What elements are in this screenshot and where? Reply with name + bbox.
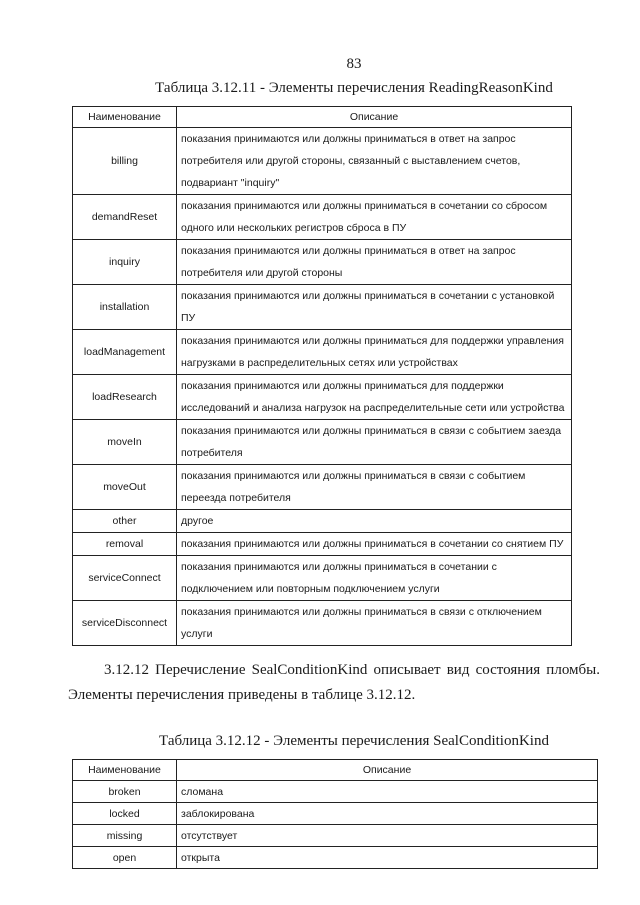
- row-name: demandReset: [73, 195, 177, 240]
- seal-condition-kind-table: [72, 759, 598, 869]
- row-description: показания принимаются или должны приниматься в сочетании со снятием ПУ: [177, 533, 572, 556]
- row-description: показания принимаются или должны приниматься в ответ на запрос потребителя или другой стороны, связанный с выставлением счетов, подвариант "inquiry": [177, 128, 572, 195]
- table-header-row: [73, 107, 572, 128]
- table-header-row: [73, 760, 598, 781]
- table-row: [73, 825, 598, 847]
- row-name: removal: [73, 533, 177, 556]
- table-row: [73, 420, 572, 465]
- row-name: serviceDisconnect: [73, 601, 177, 646]
- row-name: billing: [73, 128, 177, 195]
- row-name: other: [73, 510, 177, 533]
- row-description: другое: [177, 510, 572, 533]
- row-description: показания принимаются или должны приниматься в связи с событием переезда потребителя: [177, 465, 572, 510]
- row-description: открыта: [177, 847, 598, 869]
- row-description: показания принимаются или должны приниматься в связи с отключением услуги: [177, 601, 572, 646]
- row-description: показания принимаются или должны приниматься для поддержки управления нагрузками в распределительных сетях или устройствах: [177, 330, 572, 375]
- table-row: [73, 556, 572, 601]
- row-description: показания принимаются или должны приниматься в сочетании со сбросом одного или нескольких регистров сброса в ПУ: [177, 195, 572, 240]
- table-row: [73, 601, 572, 646]
- row-name: loadResearch: [73, 375, 177, 420]
- row-description: показания принимаются или должны приниматься в связи с событием заезда потребителя: [177, 420, 572, 465]
- row-name: moveOut: [73, 465, 177, 510]
- header-description: Описание: [177, 760, 598, 781]
- row-description: показания принимаются или должны приниматься в ответ на запрос потребителя или другой стороны: [177, 240, 572, 285]
- table-row: [73, 533, 572, 556]
- table-row: [73, 285, 572, 330]
- table-row: [73, 781, 598, 803]
- row-description: показания принимаются или должны приниматься в сочетании с установкой ПУ: [177, 285, 572, 330]
- row-name: open: [73, 847, 177, 869]
- row-name: loadManagement: [73, 330, 177, 375]
- header-name: Наименование: [73, 107, 177, 128]
- row-description: сломана: [177, 781, 598, 803]
- header-name: Наименование: [73, 760, 177, 781]
- section-3-12-12-paragraph: 3.12.12 Перечисление SealConditionKind описывает вид состояния пломбы. Элементы перечисления приведены в таблице 3.12.12.: [68, 662, 600, 703]
- table-3-12-12-caption: Таблица 3.12.12 - Элементы перечисления SealConditionKind: [159, 733, 549, 749]
- table-row: [73, 465, 572, 510]
- row-name: inquiry: [73, 240, 177, 285]
- row-name: serviceConnect: [73, 556, 177, 601]
- table-row: [73, 375, 572, 420]
- row-name: missing: [73, 825, 177, 847]
- table-row: [73, 847, 598, 869]
- table-row: [73, 240, 572, 285]
- row-description: показания принимаются или должны приниматься в сочетании с подключением или повторным подключением услуги: [177, 556, 572, 601]
- row-description: заблокирована: [177, 803, 598, 825]
- row-description: показания принимаются или должны приниматься для поддержки исследований и анализа нагрузок на распределительные сети или устройства: [177, 375, 572, 420]
- table-row: [73, 803, 598, 825]
- row-name: moveIn: [73, 420, 177, 465]
- header-description: Описание: [177, 107, 572, 128]
- page-number: 83: [346, 56, 362, 72]
- table-row: [73, 128, 572, 195]
- table-3-12-11-caption: Таблица 3.12.11 - Элементы перечисления ReadingReasonKind: [155, 80, 553, 96]
- table-row: [73, 195, 572, 240]
- row-name: installation: [73, 285, 177, 330]
- row-name: broken: [73, 781, 177, 803]
- table-row: [73, 510, 572, 533]
- reading-reason-kind-table: [72, 106, 572, 646]
- row-name: locked: [73, 803, 177, 825]
- row-description: отсутствует: [177, 825, 598, 847]
- table-row: [73, 330, 572, 375]
